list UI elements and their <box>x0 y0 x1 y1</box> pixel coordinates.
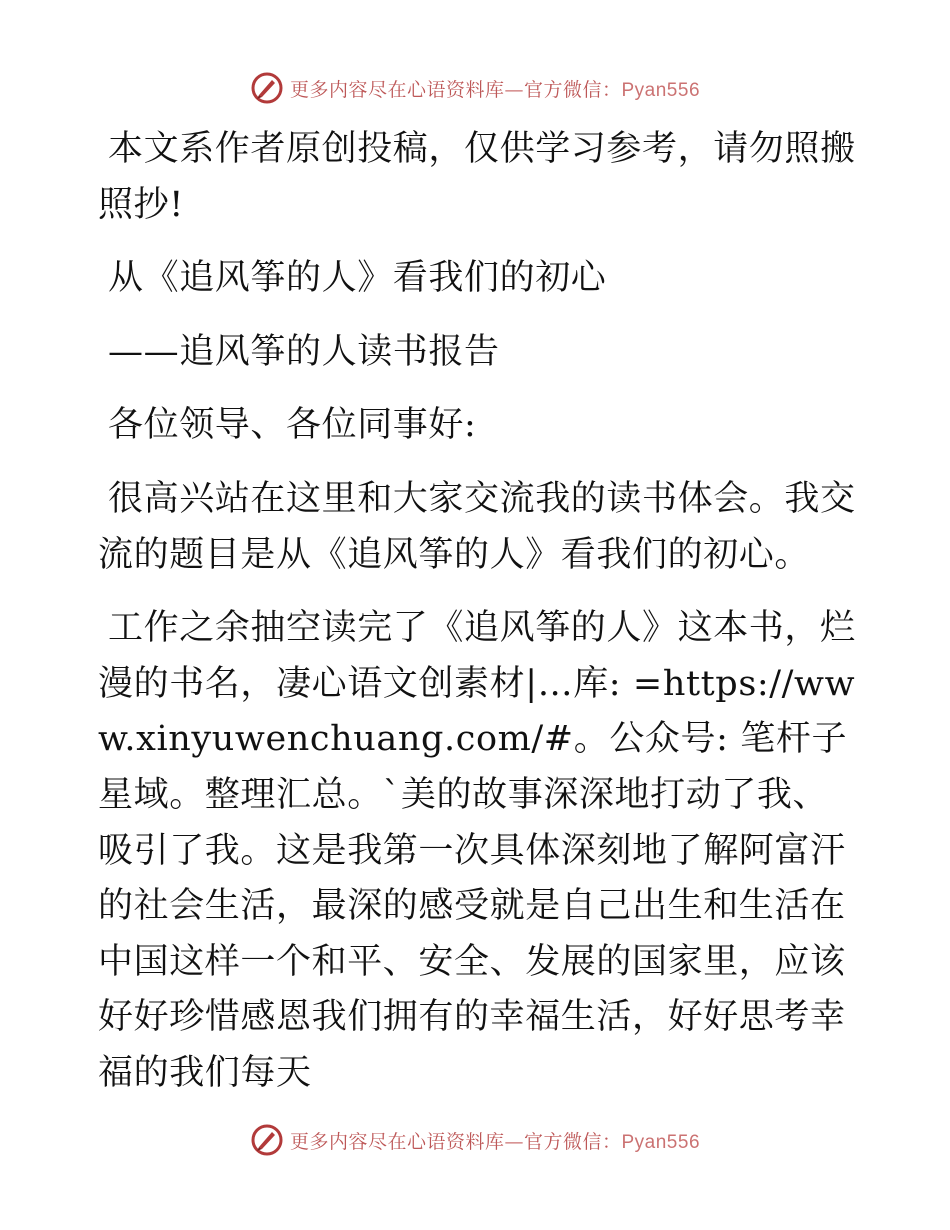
watermark-site-text: 更多内容尽在心语资料库 <box>289 1130 505 1153</box>
salutation: 各位领导、各位同事好: <box>108 405 477 446</box>
footer-watermark <box>0 1120 950 1160</box>
watermark-wechat-label: 官方微信： <box>523 1130 622 1153</box>
watermark-wechat-label: 官方微信： <box>523 78 622 101</box>
report-title: 从《追风筝的人》看我们的初心 <box>108 258 607 299</box>
header-watermark-text <box>290 75 700 102</box>
quill-pen-logo-icon <box>250 71 284 105</box>
watermark-wechat-id: Pyan556 <box>621 1131 701 1153</box>
intro-paragraph: 很高兴站在这里和大家交流我的读书体会。我交流的题目是从《追风筝的人》看我们的初心。 <box>98 478 856 575</box>
watermark-separator: — <box>504 1130 524 1153</box>
document-body <box>98 122 858 1120</box>
header-watermark <box>0 68 950 108</box>
body-paragraph: 工作之余抽空读完了《追风筝的人》这本书，烂漫的书名，凄心语文创素材|…库: =https://www.xinyuwenchuang.com/#。公众号: 笔杆子星域。整理汇总。`美的故事深深地打动了我、吸引了我。这是我第一次具体深刻地了解阿富汗的社会生活，最深的感受就是自己出生和生活在中国这样一个和平、安全、发展的国家里，应该好好珍惜感恩我们拥有的幸福生活，好好思考幸福的我们每天 <box>98 608 856 1093</box>
quill-pen-logo-icon <box>250 1123 284 1157</box>
watermark-wechat-id: Pyan556 <box>621 79 701 101</box>
watermark-separator: — <box>504 78 524 101</box>
report-subtitle: ——追风筝的人读书报告 <box>108 331 500 372</box>
copyright-notice: 本文系作者原创投稿，仅供学习参考，请勿照搬照抄! <box>98 129 856 225</box>
watermark-site-text: 更多内容尽在心语资料库 <box>289 78 505 101</box>
footer-watermark-text <box>290 1127 700 1154</box>
